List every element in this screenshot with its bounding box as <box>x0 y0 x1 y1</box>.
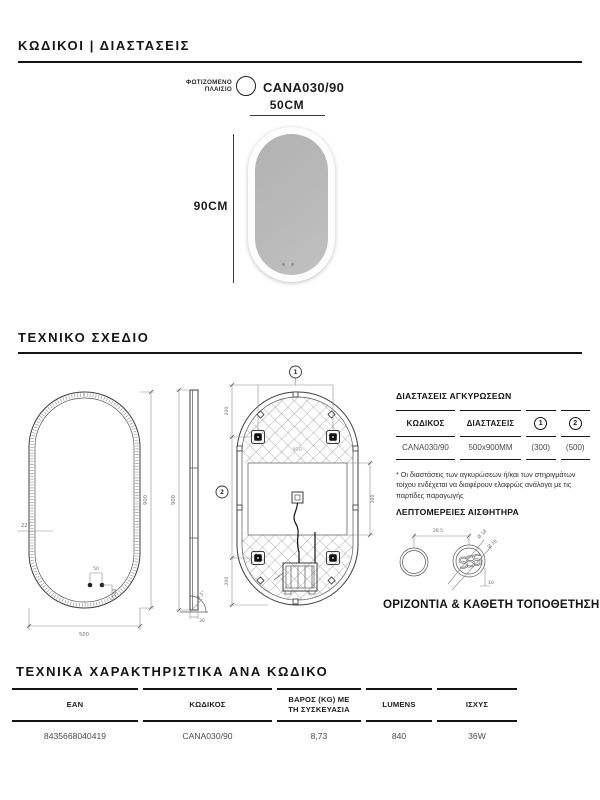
anchor-value-2: (500) <box>561 437 591 460</box>
anchor-table-data-row <box>396 437 590 460</box>
spec-col-ean <box>12 688 138 741</box>
sensor-outer-diameter: Ø 18 <box>477 529 489 541</box>
sensor-depth-dim: 10 <box>488 581 494 586</box>
section-title-tech-specs: ΤΕΧΝΙΚΑ ΧΑΡΑΚΤΗΡΙΣΤΙΚΑ ΑΝΑ ΚΩΔΙΚΟ <box>16 664 329 679</box>
spec-col-weight <box>277 688 361 741</box>
spec-col-lumens <box>366 688 432 741</box>
side-depth-dim: 30 <box>199 619 205 624</box>
anchor-value-1: (300) <box>526 437 556 460</box>
section-title-codes-dimensions: ΚΩΔΙΚΟΙ | ΔΙΑΣΤΑΣΕΙΣ <box>18 38 191 53</box>
anchor-col-code: ΚΩΔΙΚΟΣ <box>396 410 455 437</box>
anchor-table-footnote: * Οι διαστάσεις των αγκυρώσεων ή/και των στηριγμάτων τοίχου ενδέχεται να διαφέρουν ελαφρώς ανάλογα με τις παρτίδες παραγωγής <box>396 470 576 500</box>
anchor-col-callout1 <box>526 410 556 437</box>
sensor-detail-drawing <box>390 518 518 598</box>
illuminated-frame-label-line2: ΠΛΑΙΣΙΟ <box>204 86 232 94</box>
mirror-product-image <box>248 127 335 282</box>
placement-title: ΟΡΙΖΟΝΤΙΑ & ΚΑΘΕΤΗ ΤΟΠΟΘΕΤΗΣΗ <box>383 598 600 611</box>
spec-value-power: 36W <box>468 731 486 741</box>
led-texture-ring <box>32 395 137 605</box>
anchor-value-dims: 500x900MM <box>460 437 521 460</box>
sensor-symbol: SSS <box>457 550 482 573</box>
callout-2-number: 2 <box>219 489 225 497</box>
section-divider <box>18 352 582 354</box>
side-angle-dim: 8.5° <box>196 590 207 601</box>
spec-header-power: ΙΣΧΥΣ <box>437 688 517 722</box>
sensor-spacing-dim: 28.5 <box>432 529 444 534</box>
back-bottom-offset-dim: 200 <box>225 576 230 586</box>
section-divider <box>18 61 582 63</box>
spec-col-code <box>143 688 272 741</box>
callout-1-badge: 1 <box>534 417 547 430</box>
technical-drawing-canvas <box>8 356 393 658</box>
mirror-glass <box>255 134 328 275</box>
anchor-table-title: ΔΙΑΣΤΑΣΕΙΣ ΑΓΚΥΡΩΣΕΩΝ <box>396 391 512 401</box>
spec-header-ean: EAN <box>12 688 138 722</box>
spec-value-code: CANA030/90 <box>182 731 233 741</box>
illuminated-frame-label <box>186 79 232 94</box>
touch-sensor-dot <box>282 263 285 266</box>
spec-value-ean: 8435668040419 <box>43 731 107 741</box>
touch-sensor-dot <box>291 263 294 266</box>
back-mid-span-dim: 300 <box>371 494 376 504</box>
spec-value-weight: 8,73 <box>310 731 328 741</box>
spec-header-lumens: LUMENS <box>366 688 432 722</box>
callout-1-number: 1 <box>293 369 298 377</box>
mirror-height-label: 90CM <box>193 199 228 213</box>
spec-value-lumens: 840 <box>391 731 407 741</box>
anchor-table <box>396 410 590 460</box>
sensor-position-dot <box>88 583 93 588</box>
frame-type-circle-icon <box>236 76 256 96</box>
width-dimension-line <box>250 115 325 116</box>
anchor-col-callout2 <box>561 410 591 437</box>
illuminated-frame-label-line1: ΦΩΤΙΖΟΜΕΝΟ <box>186 79 232 86</box>
front-width-dim: 500 <box>79 632 89 638</box>
sensor-offset-dim: 100 <box>113 588 118 598</box>
back-top-offset-dim: 200 <box>225 406 230 416</box>
sensor-details-title: ΛΕΠΤΟΜΕΡΕΙΕΣ ΑΙΣΘΗΤΗΡΑ <box>396 507 519 517</box>
callout-2-badge: 2 <box>569 417 582 430</box>
spec-header-weight: ΒΑΡΟΣ (KG) ΜΕ ΤΗ ΣΥΣΚΕΥΑΣΙΑ <box>277 688 361 722</box>
anchor-col-dims: ΔΙΑΣΤΑΣΕΙΣ <box>460 410 521 437</box>
section-title-technical-drawing: ΤΕΧΝΙΚΟ ΣΧΕΔΙΟ <box>18 330 150 345</box>
front-view-drawing <box>17 390 154 638</box>
sensor-spacing-dim: 50 <box>93 567 99 572</box>
spec-col-power <box>437 688 517 741</box>
sensor-inner-diameter: Ø 16 <box>486 539 499 551</box>
side-view-drawing <box>171 388 208 624</box>
front-frame-thickness-dim: 22 <box>21 523 28 529</box>
spec-header-code: ΚΩΔΙΚΟΣ <box>143 688 272 722</box>
side-height-dim: 900 <box>171 495 177 505</box>
spec-table <box>12 688 517 741</box>
front-height-dim: 900 <box>143 495 149 505</box>
anchor-value-code: CANA030/90 <box>396 437 455 460</box>
height-dimension-line <box>233 134 234 283</box>
anchor-table-header-row <box>396 410 590 437</box>
anchor-span-dim: 400 <box>292 447 302 453</box>
anchor-dimensions-panel <box>396 391 590 501</box>
mirror-width-label: 50CM <box>269 98 305 112</box>
back-view-drawing <box>216 366 376 607</box>
product-code: CANA030/90 <box>263 80 345 95</box>
back-panel-area <box>248 463 347 535</box>
